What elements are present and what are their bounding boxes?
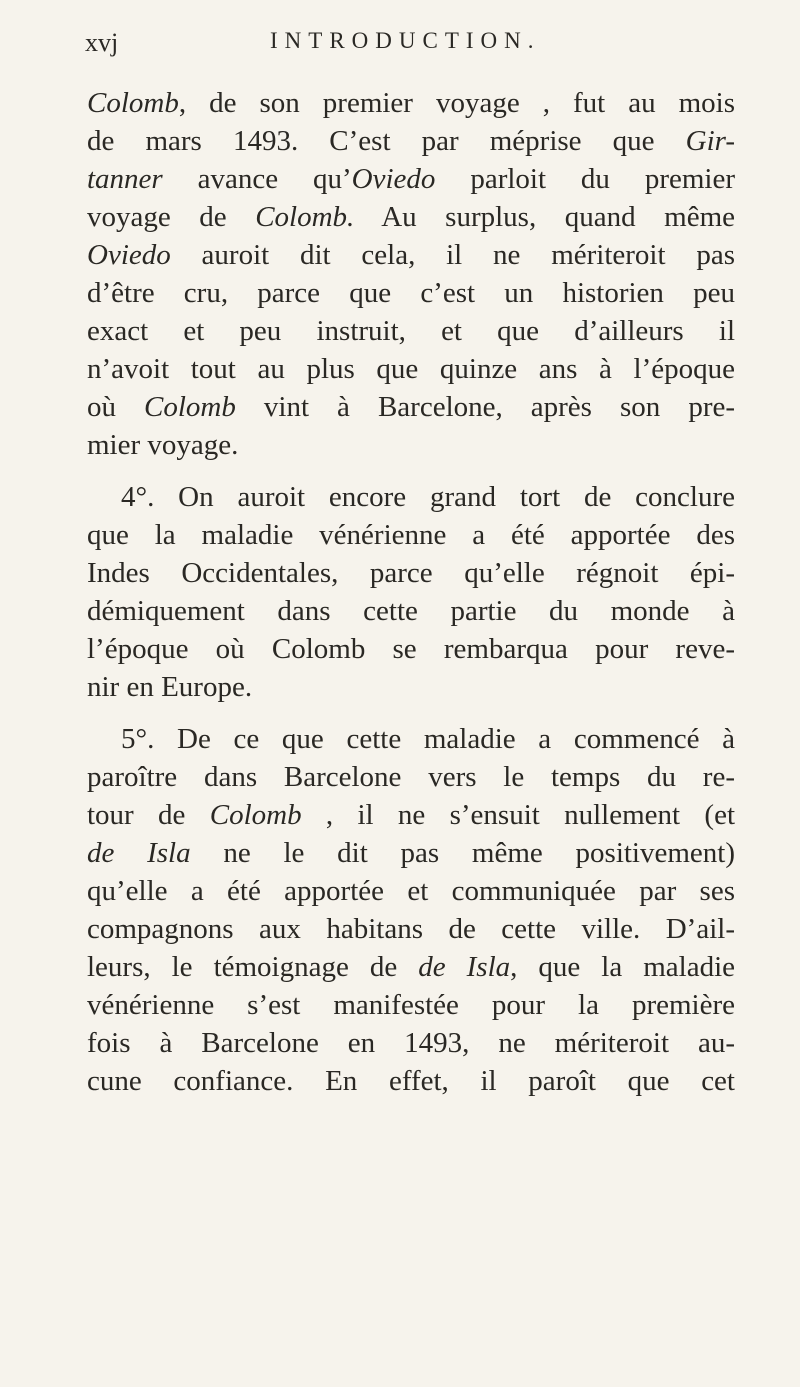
paragraph-1 bbox=[87, 84, 735, 464]
line-text: , que la maladie bbox=[510, 951, 736, 983]
text-line: que la maladie vénérienne a été apportée des bbox=[87, 519, 735, 551]
line-text: voyage de bbox=[87, 201, 256, 233]
text-line bbox=[87, 796, 735, 834]
text-line: qu’elle a été apportée et communiquée par ses bbox=[87, 875, 735, 907]
italic-name: Gir- bbox=[685, 125, 735, 157]
text-line: compagnons aux habitans de cette ville. D’ail- bbox=[87, 913, 735, 945]
line-text: parloit du premier bbox=[435, 163, 735, 195]
line-text: avance qu’ bbox=[162, 163, 352, 195]
text-line bbox=[87, 388, 735, 426]
page-number: xvj bbox=[85, 28, 119, 57]
line-text: auroit dit cela, il ne mériteroit pas bbox=[170, 239, 735, 271]
line-text: où bbox=[87, 391, 145, 423]
text-line: cune confiance. En effet, il paroît que cet bbox=[87, 1065, 735, 1097]
text-line bbox=[87, 84, 735, 122]
line-text: de mars 1493. C’est par méprise que bbox=[87, 125, 686, 157]
text-line bbox=[87, 236, 735, 274]
text-line bbox=[87, 948, 735, 986]
text-line: paroître dans Barcelone vers le temps du re- bbox=[87, 761, 735, 793]
italic-name: Colomb bbox=[87, 87, 179, 119]
italic-name: Oviedo bbox=[87, 239, 171, 271]
paragraph-2 bbox=[87, 478, 735, 706]
text-line bbox=[87, 160, 735, 198]
line-text: , il ne s’ensuit nullement (et bbox=[301, 799, 735, 831]
line-text: Au surplus, quand même bbox=[354, 201, 736, 233]
text-line: vénérienne s’est manifestée pour la première bbox=[87, 989, 735, 1021]
text-line bbox=[87, 834, 735, 872]
italic-name: Oviedo bbox=[351, 163, 436, 195]
page-header bbox=[72, 28, 722, 68]
italic-name: Colomb bbox=[209, 799, 302, 831]
text-line: d’être cru, parce que c’est un historien peu bbox=[87, 277, 735, 309]
text-line: 4°. On auroit encore grand tort de conclure bbox=[121, 481, 735, 513]
text-line: exact et peu instruit, et que d’ailleurs il bbox=[87, 315, 735, 347]
italic-name: Colomb bbox=[144, 391, 236, 423]
text-line: 5°. De ce que cette maladie a commencé à bbox=[121, 723, 735, 755]
paragraph-3 bbox=[87, 720, 735, 1100]
text-line: mier voyage. bbox=[87, 429, 239, 461]
line-text: vint à Barcelone, après son pre- bbox=[235, 391, 735, 423]
text-line bbox=[87, 198, 735, 236]
text-line bbox=[87, 122, 735, 160]
text-line: démiquement dans cette partie du monde à bbox=[87, 595, 735, 627]
line-text: ne le dit pas même positivement) bbox=[190, 837, 735, 869]
italic-name: Colomb. bbox=[255, 201, 355, 233]
italic-name: tanner bbox=[87, 163, 163, 195]
italic-name: de Isla bbox=[87, 837, 191, 869]
body-text bbox=[87, 84, 735, 1100]
running-title: INTRODUCTION. bbox=[270, 28, 541, 53]
text-line: Indes Occidentales, parce qu’elle régnoit épi- bbox=[87, 557, 735, 589]
text-line: nir en Europe. bbox=[87, 671, 253, 703]
line-text: , de son premier voyage , fut au mois bbox=[178, 87, 735, 119]
italic-name: de Isla bbox=[418, 951, 511, 983]
text-line: n’avoit tout au plus que quinze ans à l’époque bbox=[87, 353, 735, 385]
text-line: fois à Barcelone en 1493, ne mériteroit au- bbox=[87, 1027, 735, 1059]
text-line: l’époque où Colomb se rembarqua pour reve- bbox=[87, 633, 735, 665]
line-text: tour de bbox=[87, 799, 210, 831]
line-text: leurs, le témoignage de bbox=[87, 951, 419, 983]
